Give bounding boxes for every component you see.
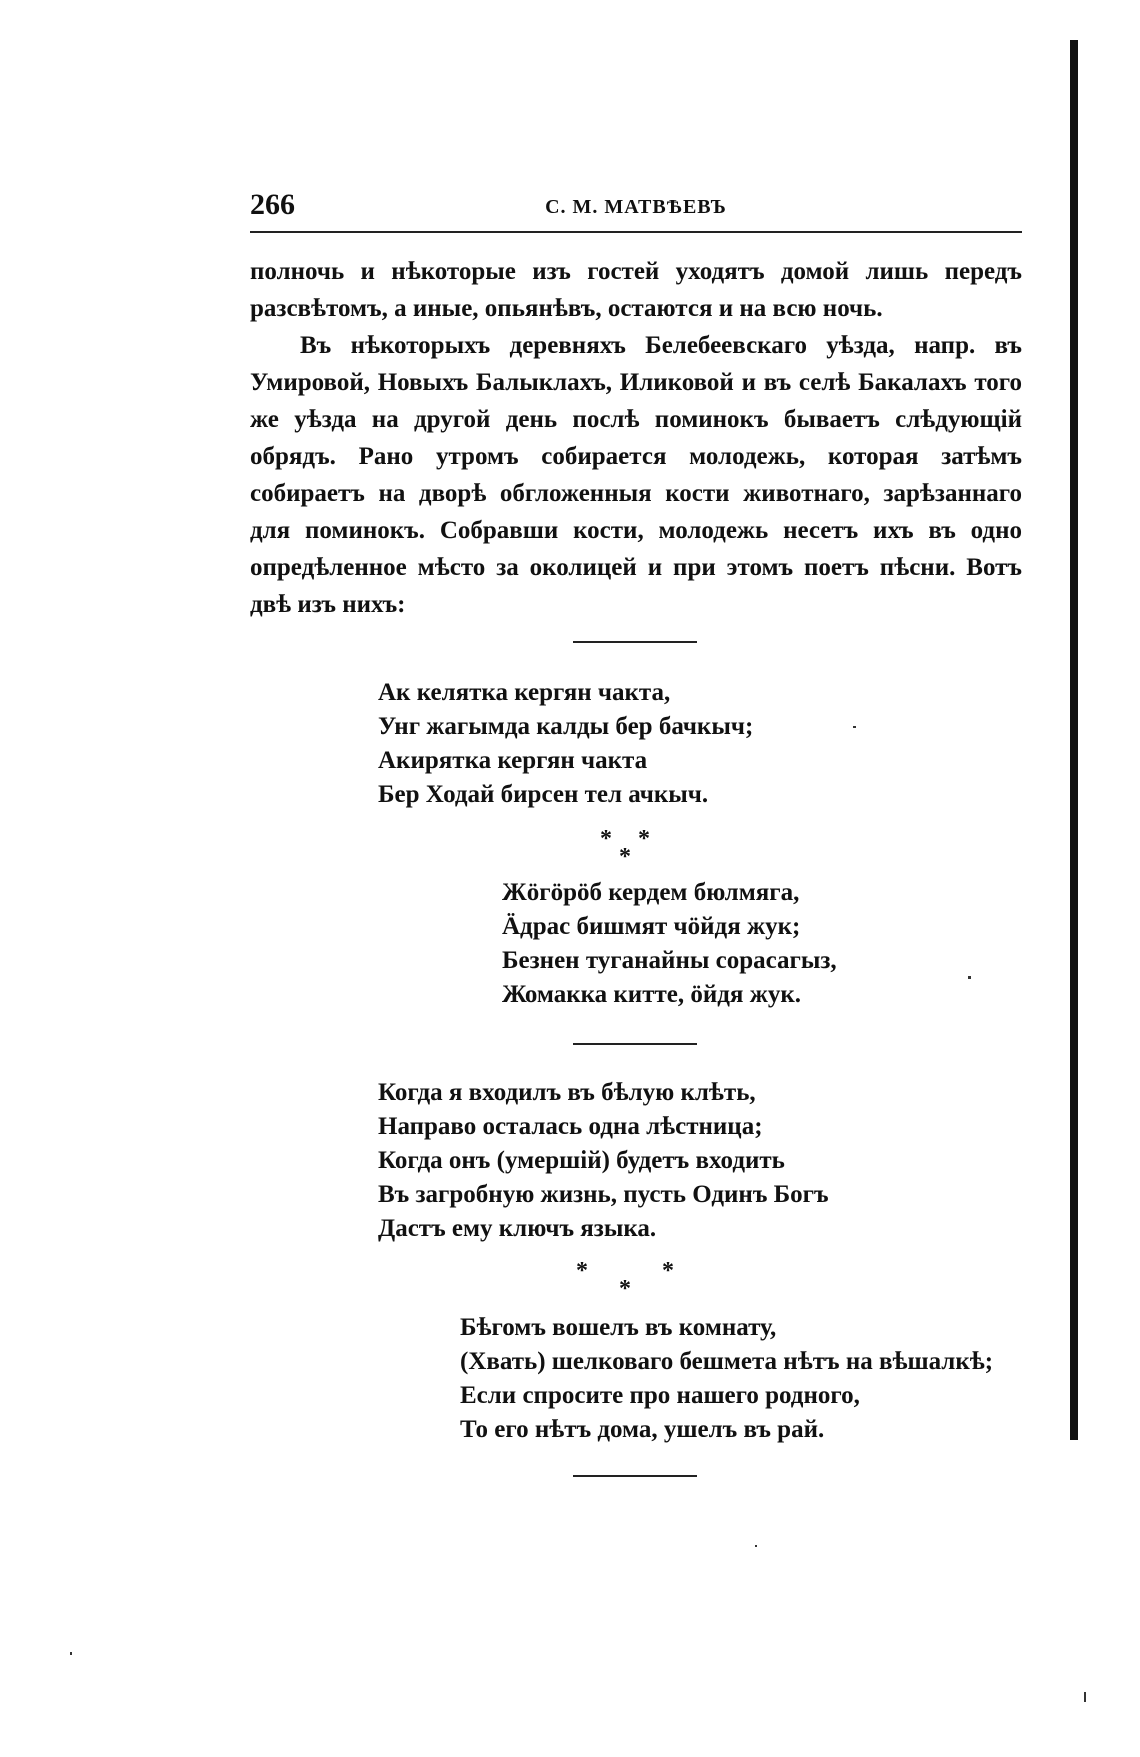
page-header	[250, 188, 1022, 228]
asterism-star: *	[638, 826, 650, 852]
asterism-star: *	[576, 1258, 588, 1284]
section-separator	[573, 1043, 697, 1045]
scan-edge-bar	[1070, 40, 1078, 1440]
verse-line: Ак келятка кергян чакта,	[378, 679, 671, 706]
scan-speck	[853, 726, 856, 728]
page-number: 266	[250, 188, 295, 221]
verse-line: Жомакка китте, öйдя жук.	[502, 981, 801, 1008]
asterism	[576, 1258, 674, 1302]
asterism-star: *	[619, 844, 631, 870]
verse-line: Въ загробную жизнь, пусть Одинъ Богъ	[378, 1181, 829, 1208]
scan-speck	[1084, 1692, 1086, 1702]
scan-speck	[968, 976, 971, 979]
asterism-star: *	[600, 826, 612, 852]
translation-stanza-1	[378, 1076, 829, 1246]
verse-line: Бѣгомъ вошелъ въ комнату,	[460, 1314, 777, 1341]
verse-line: Жöгöрöб кердем бюлмяга,	[502, 879, 800, 906]
running-head: С. М. МАТВѢЕВЪ	[545, 196, 727, 218]
scan-speck	[70, 1652, 72, 1655]
tatar-stanza-1	[378, 676, 753, 812]
verse-line: То его нѣтъ дома, ушелъ въ рай.	[460, 1416, 825, 1443]
verse-line: Бер Ходай бирсен тел ачкыч.	[378, 781, 709, 808]
verse-line: (Хвать) шелковаго бешмета нѣтъ на вѣшалкѣ;	[460, 1348, 994, 1375]
verse-line: Когда онъ (умершій) будетъ входить	[378, 1147, 785, 1174]
body-text	[250, 253, 1022, 623]
verse-line: Дастъ ему ключъ языка.	[378, 1215, 657, 1242]
verse-line: Безнен туганайны сорасагыз,	[502, 947, 837, 974]
tatar-stanza-2	[502, 876, 837, 1012]
paragraph: Въ нѣкоторыхъ деревняхъ Белебеевскаго уѣзда, напр. въ Умировой, Новыхъ Балыклахъ, Иликовой и въ селѣ Бакалахъ того же уѣзда на другой день послѣ поминокъ бываетъ слѣдующій обрядъ. Рано утромъ собирается молодежь, которая затѣмъ собираетъ на дворѣ обгложенныя кости животнаго, зарѣзаннаго для поминокъ. Собравши кости, молодежь несетъ ихъ въ одно опредѣленное мѣсто за околицей и при этомъ поетъ пѣсни. Вотъ двѣ изъ нихъ:	[250, 332, 1022, 618]
verse-line: Акирятка кергян чакта	[378, 747, 648, 774]
header-rule	[250, 231, 1022, 233]
verse-line: Когда я входилъ въ бѣлую клѣть,	[378, 1079, 756, 1106]
verse-line: Направо осталась одна лѣстница;	[378, 1113, 763, 1140]
section-separator	[573, 1475, 697, 1477]
translation-stanza-2	[460, 1311, 993, 1447]
asterism	[600, 826, 680, 870]
paragraph: полночь и нѣкоторые изъ гостей уходятъ домой лишь передъ разсвѣтомъ, а иные, опьянѣвъ, остаются и на всю ночь.	[250, 258, 1022, 322]
section-separator	[573, 641, 697, 643]
asterism-star: *	[662, 1258, 674, 1284]
scan-speck	[755, 1545, 757, 1547]
verse-line: Унг жагымда калды бер бачкыч;	[378, 713, 754, 740]
verse-line: Если спросите про нашего родного,	[460, 1382, 860, 1409]
asterism-star: *	[619, 1276, 631, 1302]
verse-line: Äдрас бишмят чöйдя жук;	[502, 913, 801, 940]
